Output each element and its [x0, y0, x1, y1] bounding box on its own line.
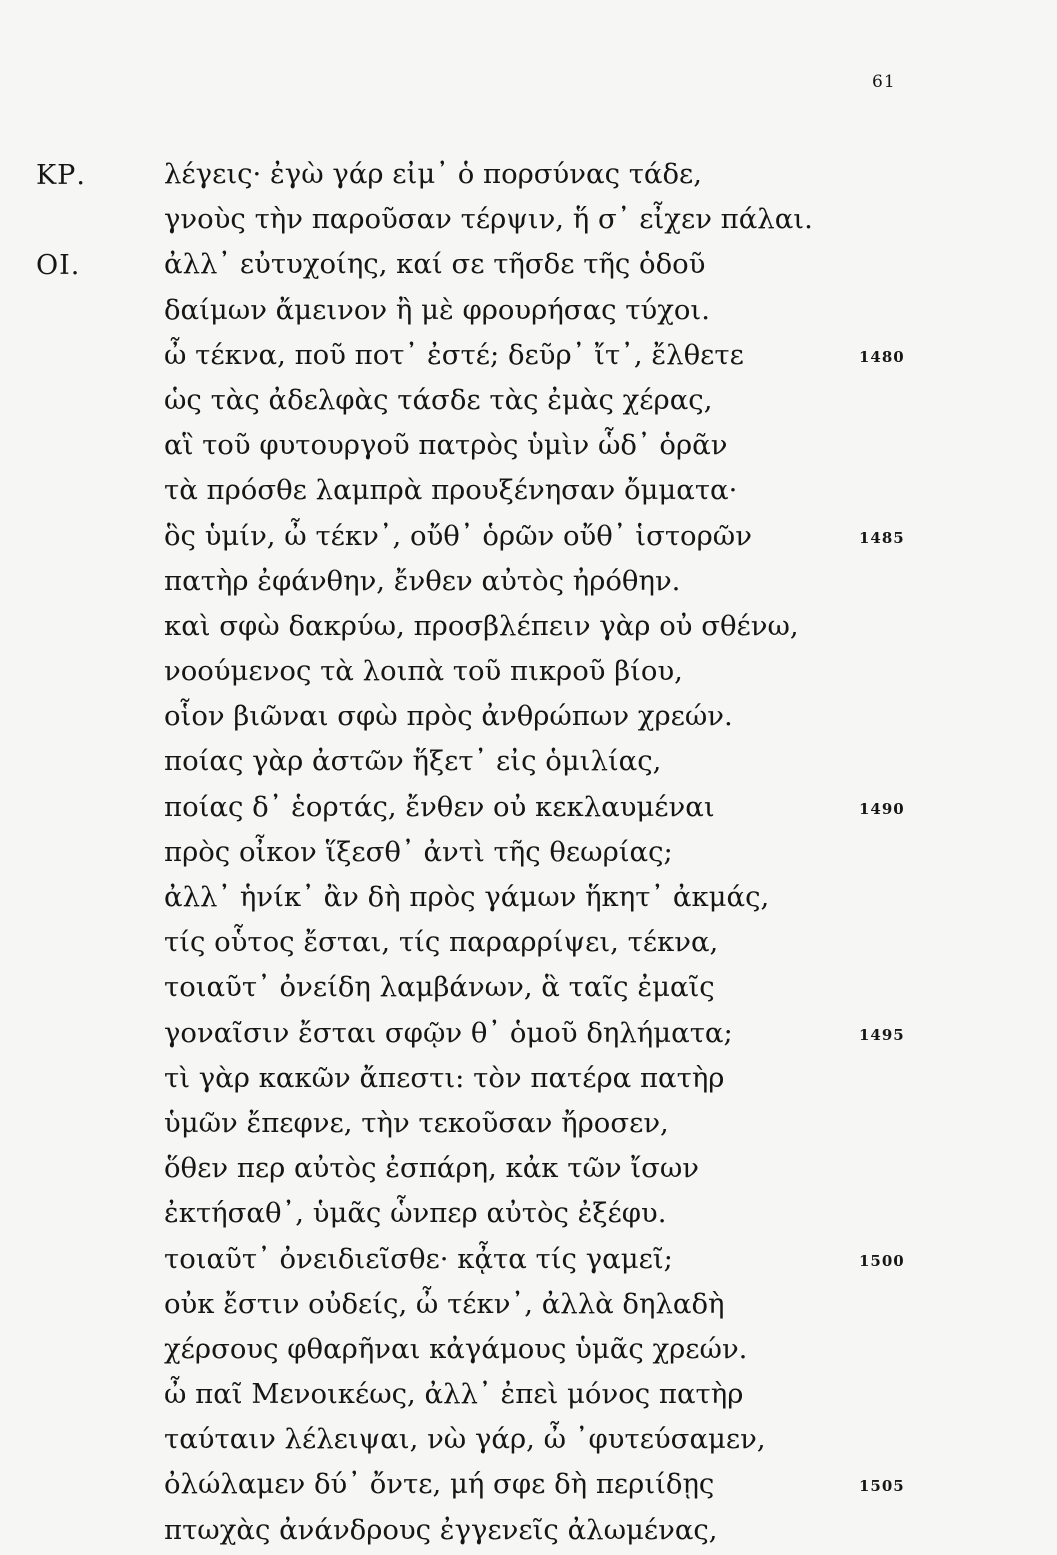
verse-line [0, 561, 1057, 606]
verse-text: γοναῖσιν ἔσται σφῷν θ᾽ ὁμοῦ δηλήματα; [164, 1016, 733, 1049]
verse-line [0, 1374, 1057, 1419]
line-number: 1500 [859, 1251, 905, 1270]
line-number: 1490 [859, 799, 905, 818]
speaker-label: ΟΙ. [36, 250, 81, 282]
verse-text: τοιαῦτ᾽ ὀνειδιεῖσθε· κᾆτα τίς γαμεῖ; [164, 1242, 673, 1275]
line-number: 1485 [859, 528, 905, 547]
verse-text: τὰ πρόσθε λαμπρὰ προυξένησαν ὄμματα· [164, 474, 738, 507]
verse-line [0, 199, 1057, 244]
verse-line [0, 425, 1057, 470]
verse-line [0, 1239, 1057, 1284]
verse-line [0, 922, 1057, 967]
verse-text: γνοὺς τὴν παροῦσαν τέρψιν, ἥ σ᾽ εἶχεν πάλαι. [164, 203, 813, 236]
verse-line [0, 1013, 1057, 1058]
verse-text: οἷον βιῶναι σφὼ πρὸς ἀνθρώπων χρεών. [164, 700, 733, 733]
verse-line [0, 1148, 1057, 1193]
verse-line [0, 741, 1057, 786]
verse-text: ποίας δ᾽ ἑορτάς, ἔνθεν οὐ κεκλαυμέναι [164, 790, 715, 823]
verse-line [0, 1284, 1057, 1329]
verse-text: ὡς τὰς ἀδελφὰς τάσδε τὰς ἐμὰς χέρας, [164, 383, 713, 416]
verse-text: πρὸς οἶκον ἵξεσθ᾽ ἀντὶ τῆς θεωρίας; [164, 835, 673, 868]
verse-text: τὶ γὰρ κακῶν ἄπεστι: τὸν πατέρα πατὴρ [164, 1061, 725, 1094]
verse-text: αἳ τοῦ φυτουργοῦ πατρὸς ὑμὶν ὧδ᾽ ὁρᾶν [164, 429, 728, 462]
verse-lines [0, 154, 1057, 1555]
verse-text: ὃς ὑμίν, ὦ τέκν᾽, οὔθ᾽ ὁρῶν οὔθ᾽ ἱστορῶν [164, 519, 752, 552]
verse-text: ὑμῶν ἔπεφνε, τὴν τεκοῦσαν ἤροσεν, [164, 1106, 669, 1139]
verse-text: ἀλλ᾽ ἡνίκ᾽ ἂν δὴ πρὸς γάμων ἥκητ᾽ ἀκμάς, [164, 881, 770, 913]
verse-text: ὦ παῖ Μενοικέως, ἀλλ᾽ ἐπεὶ μόνος πατὴρ [164, 1378, 744, 1411]
verse-line [0, 290, 1057, 335]
verse-line [0, 1329, 1057, 1374]
page-number: 61 [872, 72, 896, 92]
verse-text: ὦ τέκνα, ποῦ ποτ᾽ ἐστέ; δεῦρ᾽ ἴτ᾽, ἔλθετε [164, 338, 744, 371]
verse-text: ποίας γὰρ ἀστῶν ἥξετ᾽ εἰς ὁμιλίας, [164, 745, 662, 778]
verse-line [0, 651, 1057, 696]
verse-line [0, 696, 1057, 741]
verse-line [0, 470, 1057, 515]
verse-text: ἀλλ᾽ εὐτυχοίης, καί σε τῆσδε τῆς ὁδοῦ [164, 248, 706, 281]
verse-line [0, 154, 1057, 199]
verse-line [0, 967, 1057, 1012]
verse-text: ταύταιν λέλειψαι, νὼ γάρ, ὦ ᾽φυτεύσαμεν, [164, 1423, 766, 1456]
line-number: 1505 [859, 1477, 905, 1496]
verse-line [0, 516, 1057, 561]
verse-line [0, 1510, 1057, 1555]
verse-line [0, 1058, 1057, 1103]
verse-text: χέρσους φθαρῆναι κἀγάμους ὑμᾶς χρεών. [164, 1332, 748, 1365]
verse-text: ὅθεν περ αὐτὸς ἐσπάρη, κἀκ τῶν ἴσων [164, 1152, 700, 1185]
verse-text: καὶ σφὼ δακρύω, προσβλέπειν γὰρ οὐ σθένω, [164, 609, 799, 642]
verse-text: λέγεις· ἐγὼ γάρ εἰμ᾽ ὁ πορσύνας τάδε, [164, 158, 703, 190]
verse-line [0, 877, 1057, 922]
verse-line [0, 1419, 1057, 1464]
verse-text: πτωχὰς ἀνάνδρους ἐγγενεῖς ἀλωμένας, [164, 1513, 718, 1546]
verse-line [0, 244, 1057, 289]
verse-text: ἐκτήσαθ᾽, ὑμᾶς ὧνπερ αὐτὸς ἐξέφυ. [164, 1197, 667, 1230]
verse-text: πατὴρ ἐφάνθην, ἔνθεν αὐτὸς ἠρόθην. [164, 564, 681, 597]
verse-line [0, 335, 1057, 380]
line-number: 1495 [859, 1025, 905, 1044]
verse-text: ὀλώλαμεν δύ᾽ ὄντε, μή σφε δὴ περιίδῃς [164, 1468, 715, 1501]
verse-line [0, 380, 1057, 425]
verse-line [0, 787, 1057, 832]
verse-line [0, 1103, 1057, 1148]
speaker-label: ΚΡ. [36, 160, 86, 191]
verse-text: δαίμων ἄμεινον ἢ μὲ φρουρήσας τύχοι. [164, 293, 710, 326]
line-number: 1480 [859, 347, 905, 366]
verse-line [0, 1193, 1057, 1238]
verse-line [0, 832, 1057, 877]
verse-text: τίς οὗτος ἔσται, τίς παραρρίψει, τέκνα, [164, 926, 719, 959]
verse-text: οὐκ ἔστιν οὐδείς, ὦ τέκν᾽, ἀλλὰ δηλαδὴ [164, 1287, 725, 1320]
verse-text: νοούμενος τὰ λοιπὰ τοῦ πικροῦ βίου, [164, 655, 683, 688]
verse-line [0, 606, 1057, 651]
verse-text: τοιαῦτ᾽ ὀνείδη λαμβάνων, ἃ ταῖς ἐμαῖς [164, 971, 715, 1004]
verse-line [0, 1464, 1057, 1509]
